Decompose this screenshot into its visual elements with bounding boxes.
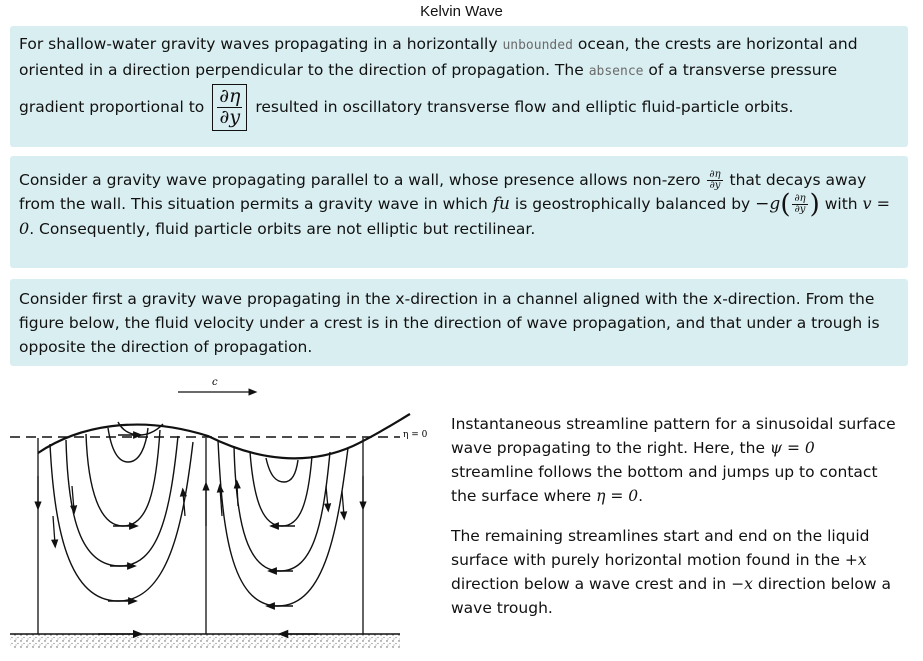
channel-text: Consider first a gravity wave propagating in the x-direction in a channel aligned with the x-direction. From the figure below, the fluid velocity under a crest is in the direction of wave propagation, and that under a trough is opposite the direction of propagation. (19, 290, 880, 356)
intro-text-1: For shallow-water gravity waves propagating in a horizontally (19, 35, 503, 53)
pressure-gradient-fraction (212, 84, 247, 131)
eta-equals-zero: η = 0 (596, 487, 639, 505)
intro-text-4: resulted in oscillatory transverse flow and elliptic fluid-particle orbits. (250, 97, 794, 116)
right-paren: ) (809, 189, 820, 220)
figure-caption (451, 412, 901, 636)
wall-text-2: that decays away from the wall. This situation permits a gravity wave in which (19, 171, 867, 213)
highlight-unbounded: unbounded (502, 38, 573, 53)
caption-paragraph-1 (451, 412, 901, 508)
free-surface-wave (38, 414, 410, 458)
balance-fraction (792, 194, 807, 216)
wall-text-5: . Consequently, fluid particle orbits are not elliptic but rectilinear. (29, 219, 536, 238)
streamline-figure (8, 376, 438, 656)
channel-panel (10, 279, 908, 366)
caption-text-1c: . (638, 487, 644, 505)
psi-equals-zero: ψ = 0 (769, 439, 815, 457)
page-title: Kelvin Wave (420, 3, 503, 20)
caption-text-1a: Instantaneous streamline pattern for a sinusoidal surface wave propagating to the right. Here, the (451, 415, 896, 457)
channel-bottom-sediment (10, 634, 400, 648)
minus-x: −x (731, 575, 753, 593)
celerity-label: c (212, 377, 218, 388)
eta-zero-label: η = 0 (403, 430, 428, 440)
caption-text-2b: direction below a wave crest and in (451, 575, 732, 593)
intro-text-3: of a transverse pressure gradient proportional to (19, 61, 838, 116)
wall-text-1: Consider a gravity wave propagating parallel to a wall, whose presence allows non-zero (19, 171, 706, 189)
caption-paragraph-2 (451, 524, 901, 620)
trough-side-arrow-4 (326, 486, 328, 508)
intro-text-2: ocean, the crests are horizontal and oriented in a direction perpendicular to the direction of propagation. The (19, 35, 858, 79)
fraction-denominator: ∂y (794, 204, 806, 215)
fraction-denominator: ∂y (709, 180, 721, 191)
wall-fraction (707, 170, 722, 192)
neg-g-symbol: −g (755, 194, 781, 214)
wall-text-4: with (819, 195, 863, 213)
fraction-numerator: ∂η (709, 168, 721, 180)
trough-streamlines (218, 440, 348, 606)
v-equals-zero: v = 0 (19, 194, 891, 238)
trough-side-arrow-3 (342, 491, 344, 516)
caption-text-2c: direction below a wave trough. (451, 575, 891, 617)
wall-wave-panel (10, 156, 908, 268)
plus-x: +x (844, 551, 867, 569)
fraction-numerator: ∂η (219, 85, 241, 107)
crest-streamlines (50, 422, 193, 601)
wall-text-3: is geostrophically balanced by (509, 195, 756, 213)
caption-text-1b: streamline follows the bottom and jumps up to contact the surface where (451, 463, 878, 505)
caption-text-2a: The remaining streamlines start and end on the liquid surface with purely horizontal motion found in the (451, 527, 870, 569)
trough-side-arrow-2 (237, 484, 238, 506)
fraction-denominator: ∂y (219, 105, 241, 128)
highlight-absence: absence (588, 64, 644, 79)
fraction-numerator: ∂η (794, 192, 806, 204)
crest-side-arrow-1 (53, 516, 55, 544)
fu-symbol: fu (492, 194, 510, 214)
intro-panel (10, 26, 908, 147)
left-paren: ( (780, 189, 791, 220)
